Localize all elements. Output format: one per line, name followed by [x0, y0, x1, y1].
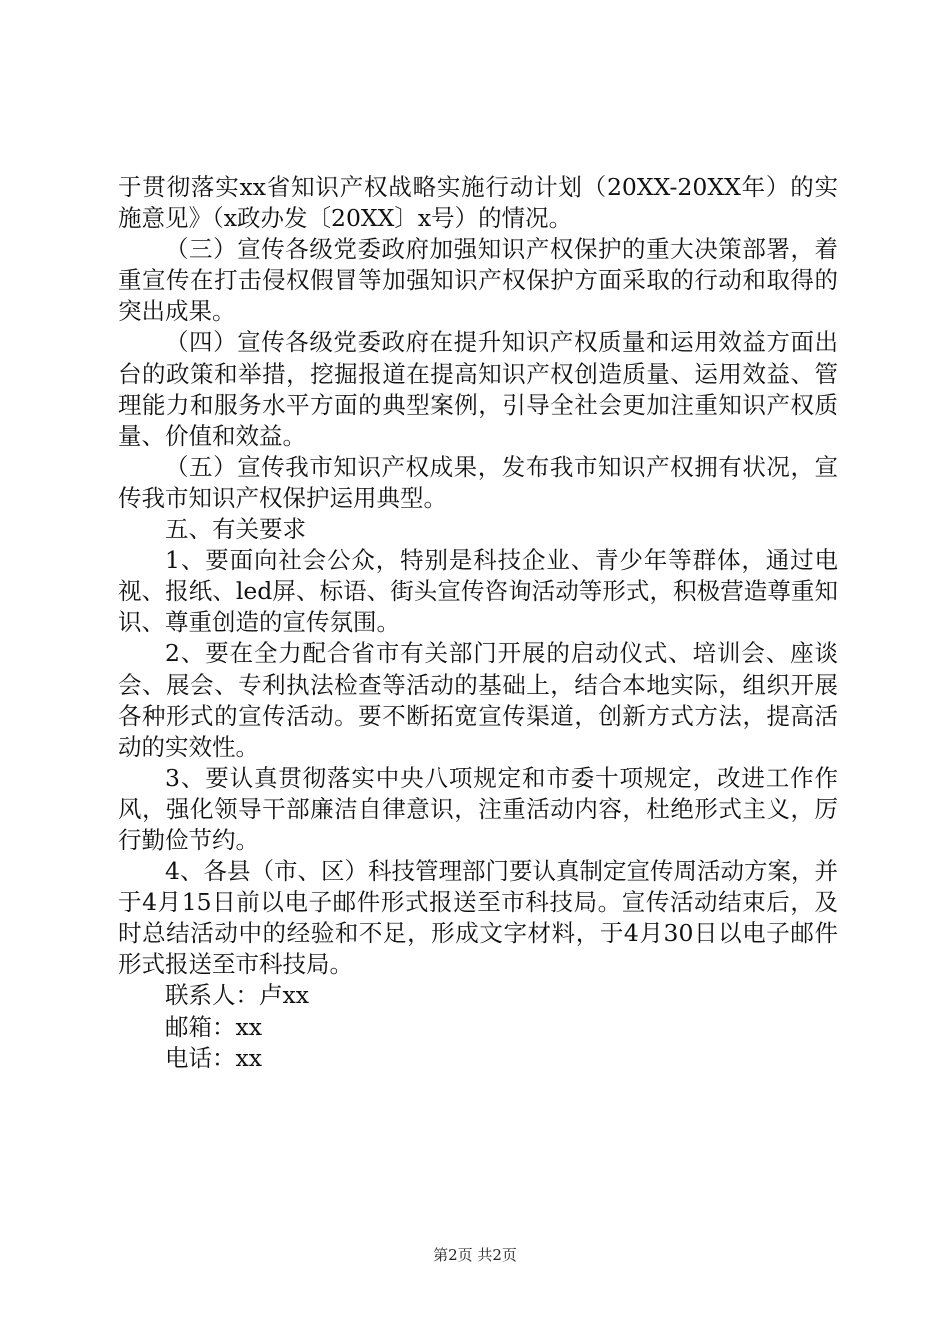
paragraph: 邮箱：xx [165, 1012, 263, 1041]
paragraph: 3、要认真贯彻落实中央八项规定和市委十项规定，改进工作作风，强化领导干部廉洁自律意识，注重活动内容，杜绝形式主义，厉行勤俭节约。 [118, 763, 838, 854]
paragraph: 2、要在全力配合省市有关部门开展的启动仪式、培训会、座谈会、展会、专利执法检查等活动的基础上，结合本地实际，组织开展各种形式的宣传活动。要不断拓宽宣传渠道，创新方式方法，提高活动的实效性。 [118, 639, 838, 761]
paragraph: 五、有关要求 [165, 515, 306, 544]
paragraph: （四）宣传各级党委政府在提升知识产权质量和运用效益方面出台的政策和举措，挖掘报道在提高知识产权创造质量、运用效益、管理能力和服务水平方面的典型案例，引导全社会更加注重知识产权质量、价值和效益。 [118, 328, 838, 450]
paragraph: 1、要面向社会公众，特别是科技企业、青少年等群体，通过电视、报纸、led屏、标语、街头宣传咨询活动等形式，积极营造尊重知识、尊重创造的宣传氛围。 [118, 546, 838, 637]
paragraph: （五）宣传我市知识产权成果，发布我市知识产权拥有状况，宣传我市知识产权保护运用典型。 [118, 452, 838, 512]
paragraph: 电话：xx [165, 1043, 263, 1072]
paragraph: 联系人：卢xx [165, 981, 310, 1010]
document-body [118, 172, 838, 1074]
paragraph: （三）宣传各级党委政府加强知识产权保护的重大决策部署，着重宣传在打击侵权假冒等加强知识产权保护方面采取的行动和取得的突出成果。 [118, 235, 838, 326]
paragraph: 于贯彻落实xx省知识产权战略实施行动计划（20XX-20XX年）的实施意见》（x政办发〔20XX〕x号）的情况。 [118, 173, 838, 233]
page-footer: 第2页 共2页 [433, 1246, 517, 1264]
paragraph: 4、各县（市、区）科技管理部门要认真制定宣传周活动方案，并于4月15日前以电子邮件形式报送至市科技局。宣传活动结束后，及时总结活动中的经验和不足，形成文字材料，于4月30日以电子邮件形式报送至市科技局。 [118, 857, 838, 979]
